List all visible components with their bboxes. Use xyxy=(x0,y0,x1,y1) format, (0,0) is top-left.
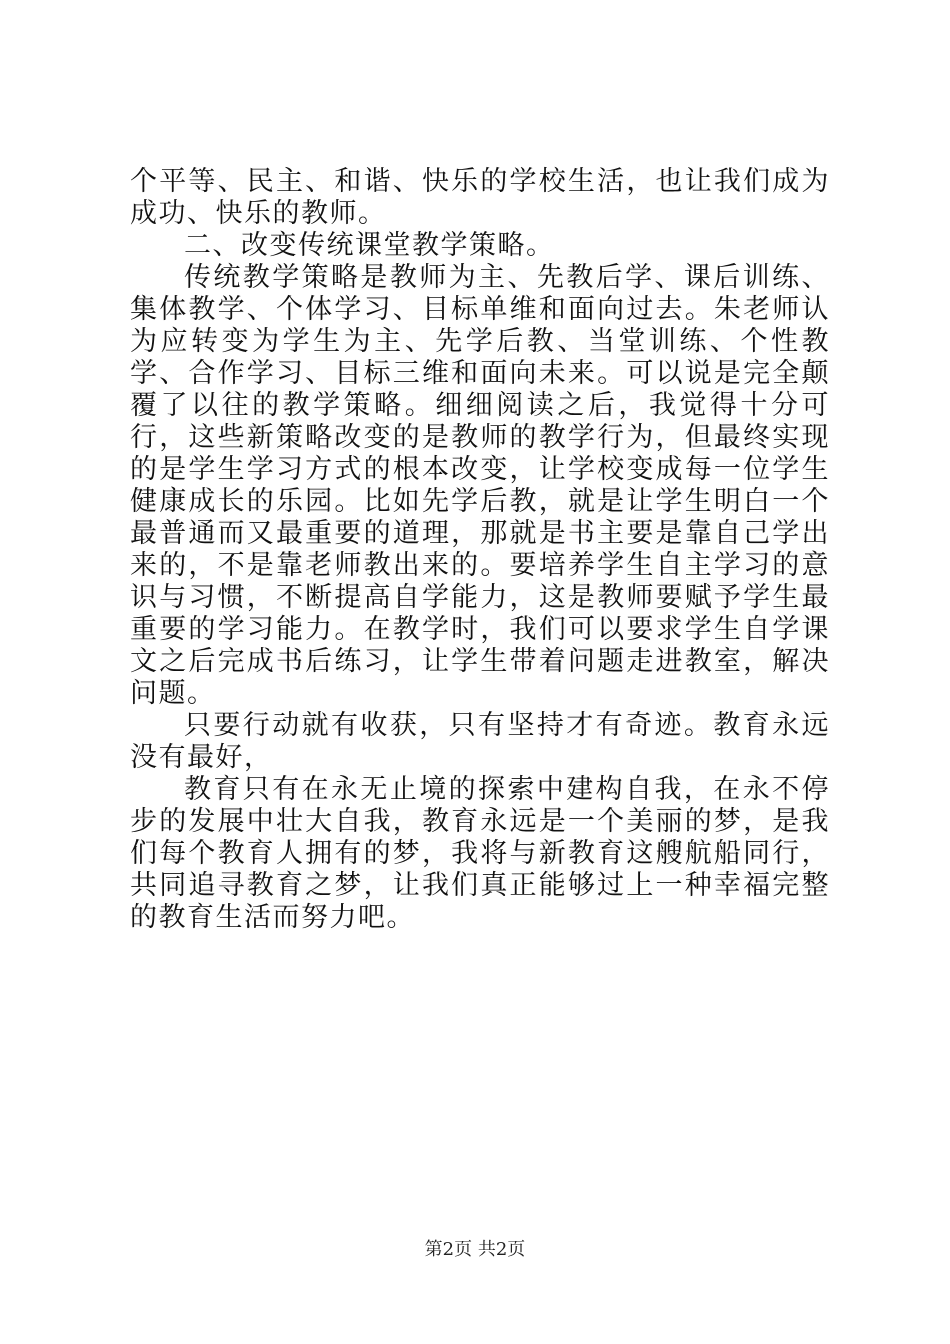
document-body xyxy=(130,166,830,934)
paragraph-continuation: 个平等、民主、和谐、快乐的学校生活，也让我们成为成功、快乐的教师。 xyxy=(130,166,830,229)
section-heading: 二、改变传统课堂教学策略。 xyxy=(184,230,555,261)
paragraph-action: 只要行动就有收获，只有坚持才有奇迹。教育永远没有最好， xyxy=(130,710,830,773)
paragraph-conclusion: 教育只有在永无止境的探索中建构自我，在永不停步的发展中壮大自我，教育永远是一个美丽的梦，是我们每个教育人拥有的梦，我将与新教育这艘航船同行，共同追寻教育之梦，让我们真正能够过上一种幸福完整的教育生活而努力吧。 xyxy=(130,774,830,933)
paragraph-teaching-strategy: 传统教学策略是教师为主、先教后学、课后训练、集体教学、个体学习、目标单维和面向过去。朱老师认为应转变为学生为主、先学后教、当堂训练、个性教学、合作学习、目标三维和面向未来。可以说是完全颠覆了以往的教学策略。细细阅读之后，我觉得十分可行，这些新策略改变的是教师的教学行为，但最终实现的是学生学习方式的根本改变，让学校变成每一位学生健康成长的乐园。比如先学后教，就是让学生明白一个最普通而又最重要的道理，那就是书主要是靠自己学出来的，不是靠老师教出来的。要培养学生自主学习的意识与习惯，不断提高自学能力，这是教师要赋予学生最重要的学习能力。在教学时，我们可以要求学生自学课文之后完成书后练习，让学生带着问题走进教室，解决问题。 xyxy=(130,262,830,709)
page-number-footer: 第2页 共2页 xyxy=(424,1239,526,1260)
